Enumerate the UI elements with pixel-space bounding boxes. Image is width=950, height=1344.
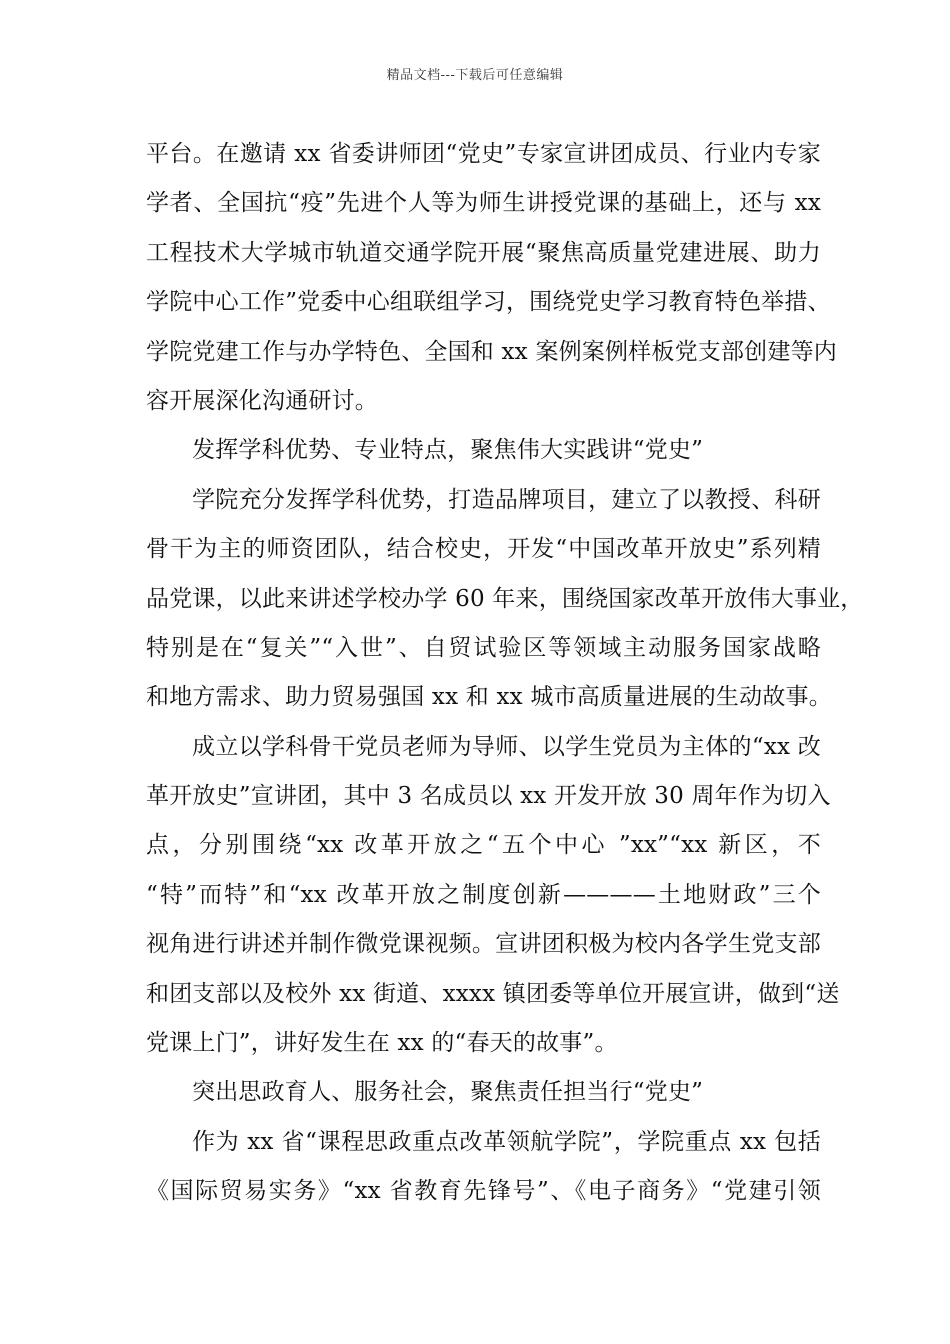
text-line: 成立以学科骨干党员老师为导师、以学生党员为主体的“xx 改 xyxy=(192,733,821,760)
section-heading: 突出思政育人、服务社会，聚焦责任担当行“党史” xyxy=(192,1079,704,1106)
text-line: 作为 xx 省“课程思政重点改革领航学院”，学院重点 xx 包括 xyxy=(192,1128,821,1155)
text-line: 品党课，以此来讲述学校办学 60 年来，围绕国家改革开放伟大事业， xyxy=(146,585,864,612)
text-line: 学者、全国抗“疫”先进个人等为师生讲授党课的基础上，还与 xx xyxy=(146,190,821,217)
text-line: 工程技术大学城市轨道交通学院开展“聚焦高质量党建进展、助力 xyxy=(146,239,821,266)
page-header: 精品文档---下载后可任意编辑 xyxy=(386,68,564,83)
text-line: 学院中心工作”党委中心组联组学习，围绕党史学习教育特色举措、 xyxy=(146,289,831,316)
text-line: 骨干为主的师资团队，结合校史，开发“中国改革开放史”系列精 xyxy=(146,536,821,563)
section-heading: 发挥学科优势、专业特点，聚焦伟大实践讲“党史” xyxy=(192,437,704,464)
text-line: 《国际贸易实务》“xx 省教育先锋号”、《电子商务》“党建引领 xyxy=(146,1178,821,1205)
text-line: 和团支部以及校外 xx 街道、xxxx 镇团委等单位开展宣讲，做到“送 xyxy=(146,980,840,1007)
text-line: 学院党建工作与办学特色、全国和 xx 案例案例样板党支部创建等内 xyxy=(146,338,837,365)
text-line: 党课上门”，讲好发生在 xx 的“春天的故事”。 xyxy=(146,1030,618,1057)
text-line: 学院充分发挥学科优势，打造品牌项目，建立了以教授、科研 xyxy=(192,486,821,513)
document-body xyxy=(146,130,864,1217)
text-line: 革开放史”宣讲团，其中 3 名成员以 xx 开发开放 30 周年作为切入 xyxy=(146,783,831,810)
text-line: 点，分别围绕“xx 改革开放之“五个中心 ”xx”“xx 新区，不 xyxy=(146,832,821,859)
text-line: 和地方需求、助力贸易强国 xx 和 xx 城市高质量进展的生动故事。 xyxy=(146,684,832,711)
text-line: 平台。在邀请 xx 省委讲师团“党史”专家宣讲团成员、行业内专家 xyxy=(146,141,821,167)
text-line: 特别是在“复关”“入世”、自贸试验区等领域主动服务国家战略 xyxy=(146,634,821,661)
text-line: 视角进行讲述并制作微党课视频。宣讲团积极为校内各学生党支部 xyxy=(146,931,821,958)
text-line: 容开展深化沟通研讨。 xyxy=(146,387,378,414)
text-line: “特”而特”和“xx 改革开放之制度创新————土地财政”三个 xyxy=(146,881,821,908)
